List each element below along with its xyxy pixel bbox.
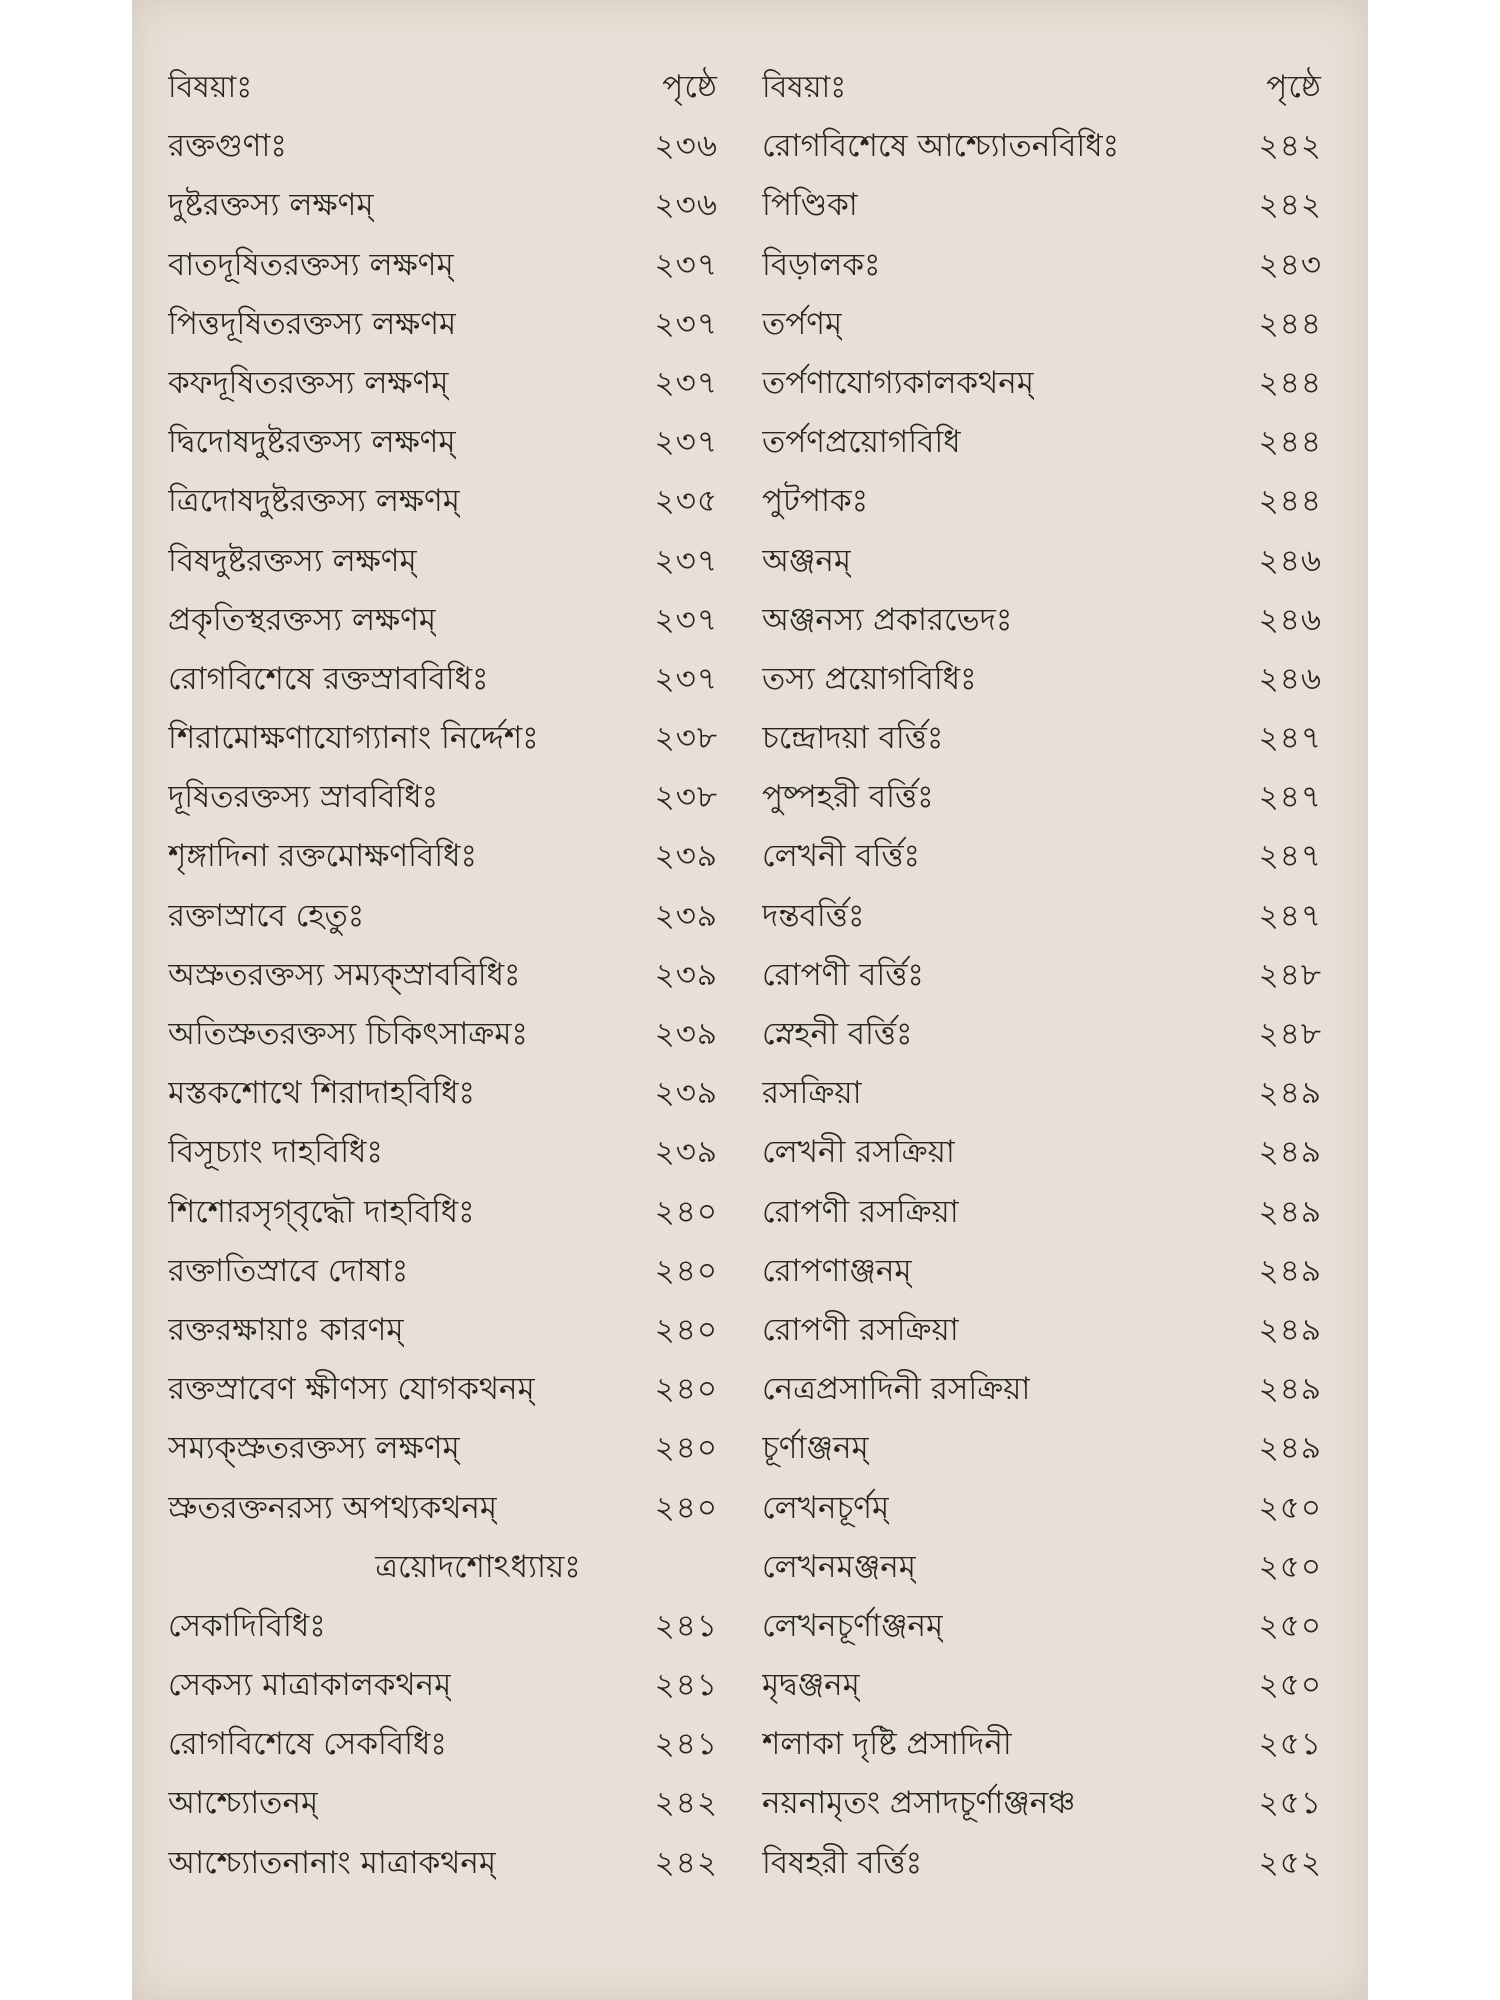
entry-page-number: ২৪২ [654, 1844, 718, 1881]
entry-title: লেখনচূর্ণাঞ্জনম্ [762, 1607, 944, 1644]
entry-page-number: ২৪০ [654, 1193, 718, 1230]
toc-entry [762, 768, 1322, 827]
toc-entry [168, 413, 718, 472]
entry-title: তর্পণাযোগ্যকালকথনম্ [762, 364, 1034, 401]
toc-entry [168, 1005, 718, 1064]
entry-title: অস্রুতরক্তস্য সম্যক্‌স্রাববিধিঃ [168, 956, 521, 993]
entry-page-number: ২৪০ [654, 1430, 718, 1467]
entry-page-number: ২৪৪ [1258, 364, 1322, 401]
toc-left-list [168, 117, 718, 1893]
chapter-heading [168, 1538, 718, 1597]
chapter-title: ত্রয়োদশোঽধ্যায়ঃ [375, 1548, 581, 1585]
entry-title: তর্পণপ্রয়োগবিধি [762, 424, 961, 461]
entry-title: রোপণী বর্ত্তিঃ [762, 956, 924, 993]
toc-entry [168, 1183, 718, 1242]
entry-page-number: ২৪৬ [1258, 601, 1322, 638]
entry-title: বাতদূষিতরক্তস্য লক্ষণম্ [168, 246, 454, 283]
entry-title: শৃঙ্গাদিনা রক্তমোক্ষণবিধিঃ [168, 838, 477, 875]
page-header: পৃষ্ঠে [662, 69, 718, 105]
entry-title: স্নেহনী বর্ত্তিঃ [762, 1016, 913, 1052]
toc-entry [762, 1834, 1322, 1893]
toc-entry [762, 1774, 1322, 1833]
entry-title: রক্তস্রাবেণ ক্ষীণস্য যোগকথনম্ [168, 1371, 535, 1408]
entry-page-number: ২৫১ [1258, 1785, 1322, 1822]
toc-entry [762, 709, 1322, 768]
toc-entry [168, 1123, 718, 1182]
entry-page-number: ২৪৯ [1258, 1075, 1322, 1112]
entry-title: অঞ্জনস্য প্রকারভেদঃ [762, 601, 1013, 638]
toc-right-list [762, 117, 1322, 1893]
toc-entry [168, 650, 718, 709]
entry-title: শিশোরসৃগ্‌বৃদ্ধৌ দাহবিধিঃ [168, 1193, 475, 1230]
toc-entry [762, 946, 1322, 1005]
entry-page-number: ২৫০ [1258, 1489, 1322, 1526]
toc-entry [168, 295, 718, 354]
toc-entry [762, 1479, 1322, 1538]
toc-entry [762, 1005, 1322, 1064]
entry-title: সেকস্য মাত্রাকালকথনম্ [168, 1667, 452, 1704]
entry-page-number: ২৩৫ [654, 483, 718, 520]
toc-entry [762, 413, 1322, 472]
entry-title: সেকাদিবিধিঃ [168, 1607, 326, 1644]
toc-entry [168, 1064, 718, 1123]
toc-entry [168, 1479, 718, 1538]
entry-title: বিড়ালকঃ [762, 246, 881, 283]
entry-title: লেখনচূর্ণম্ [762, 1489, 890, 1526]
entry-title: পিত্তদূষিতরক্তস্য লক্ষণম [168, 305, 457, 342]
entry-page-number: ২৪৪ [1258, 424, 1322, 461]
entry-title: বিষদুষ্টরক্তস্য লক্ষণম্ [168, 542, 417, 579]
entry-page-number: ২৪৪ [1258, 305, 1322, 342]
entry-page-number: ২৩৭ [654, 424, 718, 461]
toc-entry [762, 472, 1322, 531]
entry-title: দূষিতরক্তস্য স্রাববিধিঃ [168, 779, 439, 816]
toc-entry [762, 1597, 1322, 1656]
entry-page-number: ২৪০ [654, 1371, 718, 1408]
toc-entry [168, 1301, 718, 1360]
entry-title: পুটপাকঃ [762, 483, 869, 520]
toc-entry [168, 1774, 718, 1833]
entry-page-number: ২৪০ [654, 1311, 718, 1348]
toc-entry [762, 117, 1322, 176]
entry-page-number: ২৪৭ [1258, 720, 1322, 757]
entry-title: আশ্চ্যোতনম্ [168, 1785, 319, 1822]
entry-page-number: ২৪৯ [1258, 1193, 1322, 1230]
toc-entry [168, 1360, 718, 1419]
entry-page-number: ২৩৯ [654, 838, 718, 875]
entry-title: রক্তাতিস্রাবে দোষাঃ [168, 1252, 409, 1289]
toc-entry [762, 1538, 1322, 1597]
toc-entry [168, 827, 718, 886]
entry-page-number: ২৩৭ [654, 542, 718, 579]
entry-page-number: ২৩৮ [654, 779, 718, 816]
toc-entry [762, 1360, 1322, 1419]
entry-title: পিণ্ডিকা [762, 187, 858, 224]
toc-entry [168, 887, 718, 946]
entry-page-number: ২৪২ [1258, 128, 1322, 165]
entry-page-number: ২৪৬ [1258, 542, 1322, 579]
page-header: পৃষ্ঠে [1266, 69, 1322, 105]
entry-title: প্রকৃতিস্থরক্তস্য লক্ষণম্ [168, 601, 437, 638]
entry-title: স্রুতরক্তনরস্য অপথ্যকথনম্ [168, 1489, 498, 1526]
entry-page-number: ২৩৯ [654, 956, 718, 993]
entry-page-number: ২৪১ [654, 1607, 718, 1644]
entry-page-number: ২৪৮ [1258, 956, 1322, 993]
column-header [168, 58, 718, 117]
entry-title: শিরামোক্ষণাযোগ্যানাং নির্দ্দেশঃ [168, 720, 539, 757]
entry-title: মৃদ্বঞ্জনম্ [762, 1667, 860, 1704]
entry-page-number: ২৪০ [654, 1252, 718, 1289]
toc-entry [762, 236, 1322, 295]
entry-page-number: ২৪৩ [1258, 246, 1322, 283]
entry-page-number: ২৩৭ [654, 246, 718, 283]
entry-page-number: ২৫০ [1258, 1607, 1322, 1644]
entry-page-number: ২৩৯ [654, 1075, 718, 1112]
entry-title: অঞ্জনম্ [762, 542, 852, 579]
entry-page-number: ২৪৯ [1258, 1311, 1322, 1348]
toc-entry [762, 1183, 1322, 1242]
entry-title: আশ্চ্যোতনানাং মাত্রাকথনম্ [168, 1844, 497, 1881]
toc-left-column [168, 58, 718, 1893]
entry-title: তর্পণম্ [762, 305, 843, 342]
toc-entry [168, 1242, 718, 1301]
entry-page-number: ২৫২ [1258, 1844, 1322, 1881]
entry-page-number: ২৫০ [1258, 1667, 1322, 1704]
entry-page-number: ২৪৭ [1258, 838, 1322, 875]
entry-title: রোগবিশেষে সেকবিধিঃ [168, 1726, 447, 1763]
entry-page-number: ২৪৭ [1258, 779, 1322, 816]
entry-title: তস্য প্রয়োগবিধিঃ [762, 660, 977, 697]
toc-entry [168, 236, 718, 295]
subject-header: বিষয়াঃ [762, 70, 847, 105]
toc-entry [168, 1656, 718, 1715]
entry-page-number: ২৪৯ [1258, 1371, 1322, 1408]
entry-page-number: ২৩৬ [654, 187, 718, 224]
toc-entry [762, 1064, 1322, 1123]
toc-entry [168, 1597, 718, 1656]
entry-page-number: ২৪২ [1258, 187, 1322, 224]
toc-entry [762, 295, 1322, 354]
toc-entry [762, 1715, 1322, 1774]
entry-title: ত্রিদোষদুষ্টরক্তস্য লক্ষণম্ [168, 483, 460, 520]
entry-page-number: ২৪৭ [1258, 897, 1322, 934]
entry-page-number: ২৪১ [654, 1667, 718, 1704]
entry-title: পুষ্পহরী বর্ত্তিঃ [762, 779, 934, 816]
entry-title: নেত্রপ্রসাদিনী রসক্রিয়া [762, 1371, 1031, 1408]
toc-entry [168, 768, 718, 827]
entry-title: রোগবিশেষে আশ্চ্যোতনবিধিঃ [762, 128, 1120, 165]
entry-page-number: ২৪১ [654, 1726, 718, 1763]
toc-entry [762, 1656, 1322, 1715]
entry-page-number: ২৪৯ [1258, 1134, 1322, 1171]
entry-title: সম্যক্‌স্রুতরক্তস্য লক্ষণম্ [168, 1430, 460, 1467]
toc-entry [168, 117, 718, 176]
entry-page-number: ২৫০ [1258, 1548, 1322, 1585]
toc-entry [762, 532, 1322, 591]
entry-page-number: ২৪৯ [1258, 1430, 1322, 1467]
entry-title: চূর্ণাঞ্জনম্ [762, 1430, 869, 1467]
toc-right-column [762, 58, 1322, 1893]
entry-page-number: ২৪৮ [1258, 1016, 1322, 1052]
toc-entry [168, 1419, 718, 1478]
entry-page-number: ২৩৯ [654, 897, 718, 934]
entry-title: দ্বিদোষদুষ্টরক্তস্য লক্ষণম্ [168, 424, 456, 461]
subject-header: বিষয়াঃ [168, 70, 253, 105]
entry-title: অতিস্রুতরক্তস্য চিকিৎসাক্রমঃ [168, 1016, 528, 1052]
toc-entry [168, 472, 718, 531]
entry-page-number: ২৩৯ [654, 1134, 718, 1171]
entry-page-number: ২৫১ [1258, 1726, 1322, 1763]
entry-page-number: ২৪৬ [1258, 660, 1322, 697]
entry-title: রসক্রিয়া [762, 1075, 862, 1112]
entry-page-number: ২৩৬ [654, 128, 718, 165]
entry-title: নয়নামৃতং প্রসাদচূর্ণাঞ্জনঞ্চ [762, 1785, 1076, 1822]
entry-page-number: ২৩৭ [654, 660, 718, 697]
toc-entry [168, 1834, 718, 1893]
entry-page-number: ২৪৯ [1258, 1252, 1322, 1289]
entry-page-number: ২৪০ [654, 1489, 718, 1526]
toc-entry [168, 946, 718, 1005]
toc-entry [168, 354, 718, 413]
entry-title: লেখনমঞ্জনম্ [762, 1548, 916, 1585]
toc-entry [762, 1301, 1322, 1360]
entry-page-number: ২৩৮ [654, 720, 718, 757]
entry-title: রোপণী রসক্রিয়া [762, 1193, 959, 1230]
entry-page-number: ২৪৪ [1258, 483, 1322, 520]
entry-title: রক্তরক্ষায়াঃ কারণম্ [168, 1311, 404, 1348]
entry-title: বিষহরী বর্ত্তিঃ [762, 1844, 923, 1881]
toc-entry [762, 887, 1322, 946]
entry-page-number: ২৪২ [654, 1785, 718, 1822]
entry-page-number: ২৩৭ [654, 364, 718, 401]
toc-entry [168, 709, 718, 768]
entry-title: শলাকা দৃষ্টি প্রসাদিনী [762, 1726, 1012, 1763]
entry-page-number: ২৩৭ [654, 601, 718, 638]
toc-entry [762, 1123, 1322, 1182]
entry-title: বিসূচ্যাং দাহবিধিঃ [168, 1134, 383, 1171]
toc-entry [762, 591, 1322, 650]
entry-title: লেখনী রসক্রিয়া [762, 1134, 955, 1171]
toc-entry [168, 591, 718, 650]
toc-entry [762, 1242, 1322, 1301]
toc-entry [762, 1419, 1322, 1478]
entry-title: রক্তগুণাঃ [168, 128, 287, 165]
toc-entry [762, 354, 1322, 413]
entry-title: দুষ্টরক্তস্য লক্ষণম্ [168, 187, 374, 224]
entry-page-number: ২৩৯ [654, 1016, 718, 1052]
entry-title: রোপণাঞ্জনম্ [762, 1252, 912, 1289]
entry-title: কফদূষিতরক্তস্য লক্ষণম্ [168, 364, 449, 401]
entry-title: রক্তাস্রাবে হেতুঃ [168, 897, 365, 934]
entry-title: রোগবিশেষে রক্তস্রাববিধিঃ [168, 660, 489, 697]
toc-entry [762, 650, 1322, 709]
toc-entry [168, 176, 718, 235]
entry-title: চন্দ্রোদয়া বর্ত্তিঃ [762, 720, 944, 757]
entry-title: রোপণী রসক্রিয়া [762, 1311, 959, 1348]
toc-entry [168, 1715, 718, 1774]
entry-title: মস্তকশোথে শিরাদাহবিধিঃ [168, 1075, 476, 1112]
entry-title: লেখনী বর্ত্তিঃ [762, 838, 921, 875]
toc-entry [762, 827, 1322, 886]
entry-page-number: ২৩৭ [654, 305, 718, 342]
toc-entry [762, 176, 1322, 235]
entry-title: দন্তবর্ত্তিঃ [762, 897, 865, 934]
toc-entry [168, 532, 718, 591]
column-header [762, 58, 1322, 117]
